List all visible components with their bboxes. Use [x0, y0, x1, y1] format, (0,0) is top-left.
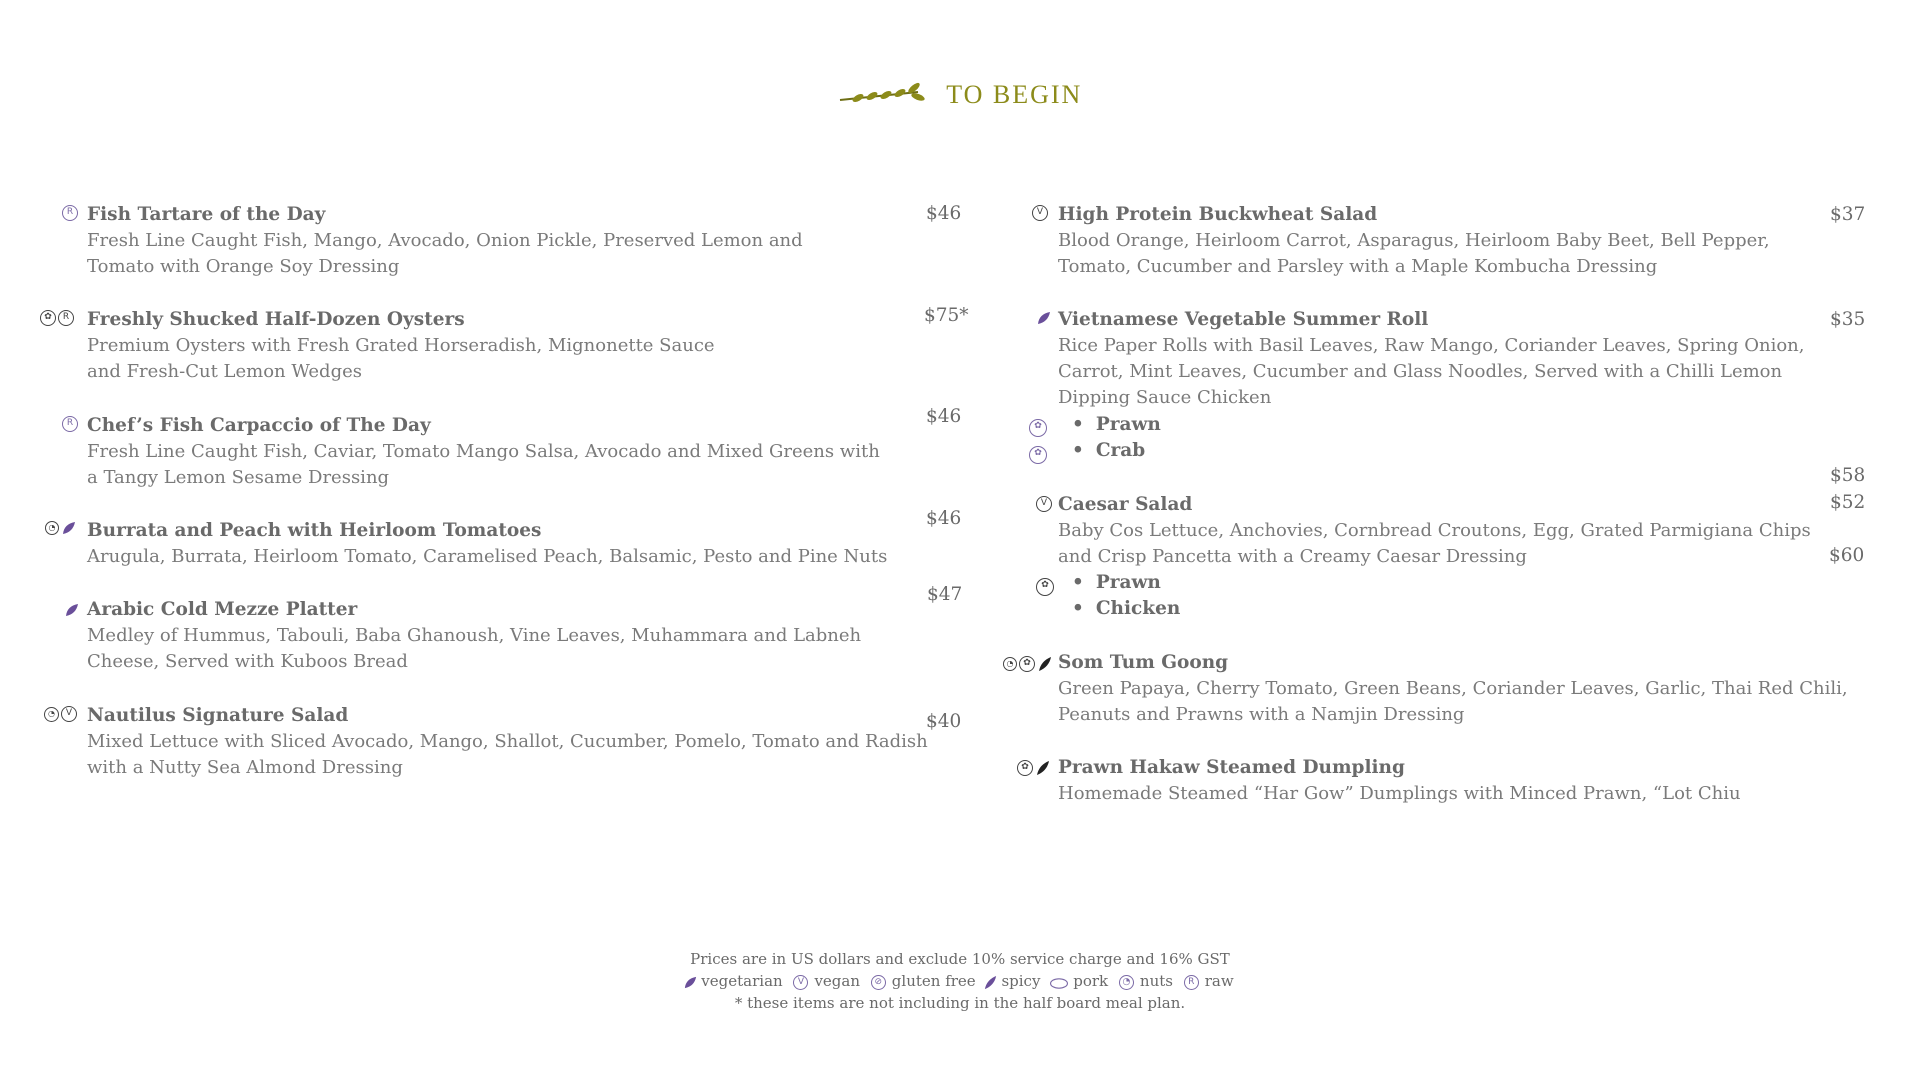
- option-item: • Chicken: [1072, 596, 1180, 622]
- gluten-free-icon: ✿: [1029, 446, 1047, 464]
- vegetarian-leaf-icon: [683, 975, 698, 990]
- legend-vegetarian: vegetarian: [701, 972, 783, 990]
- item-name: Freshly Shucked Half-Dozen Oysters: [87, 309, 465, 330]
- item-description: Rice Paper Rolls with Basil Leaves, Raw Mango, Coriander Leaves, Spring Onion,: [1058, 335, 1805, 356]
- item-description: a Tangy Lemon Sesame Dressing: [87, 467, 390, 488]
- vegan-icon: V: [61, 706, 77, 722]
- item-name: Chef’s Fish Carpaccio of The Day: [87, 415, 431, 436]
- gluten-free-icon: ⊘: [871, 975, 886, 990]
- spicy-chili-icon: [983, 975, 998, 990]
- item-description: with a Nutty Sea Almond Dressing: [87, 757, 403, 778]
- item-price: $52: [1830, 492, 1866, 513]
- item-icons: [62, 205, 78, 221]
- option-list: [1072, 570, 1180, 622]
- raw-icon: R: [58, 310, 74, 326]
- option-item: • Crab: [1072, 438, 1161, 464]
- item-name: Vietnamese Vegetable Summer Roll: [1058, 309, 1429, 330]
- item-description: Fresh Line Caught Fish, Mango, Avocado, Onion Pickle, Preserved Lemon and: [87, 230, 803, 251]
- item-icons: [62, 416, 78, 432]
- item-name: Prawn Hakaw Steamed Dumpling: [1058, 757, 1405, 778]
- menu-item: [87, 518, 887, 570]
- menu-item: [1058, 650, 1848, 728]
- gluten-free-icon: ✿: [1019, 656, 1035, 672]
- vegetarian-leaf-icon: [1036, 310, 1052, 326]
- menu-item: [1058, 307, 1804, 411]
- raw-icon: R: [62, 416, 78, 432]
- vegetarian-leaf-icon: [61, 520, 77, 536]
- item-description: Peanuts and Prawns with a Namjin Dressing: [1058, 704, 1465, 725]
- option-item: • Prawn: [1072, 412, 1161, 438]
- item-description: Blood Orange, Heirloom Carrot, Asparagus, Heirloom Baby Beet, Bell Pepper,: [1058, 230, 1770, 251]
- nuts-icon: ◔: [1119, 975, 1134, 990]
- item-icons: [1003, 656, 1053, 672]
- item-description: Homemade Steamed “Har Gow” Dumplings with Minced Prawn, “Lot Chiu: [1058, 783, 1741, 804]
- section-title: TO BEGIN: [946, 80, 1083, 110]
- item-description: Tomato with Orange Soy Dressing: [87, 256, 400, 277]
- spicy-chili-icon: [1037, 656, 1053, 672]
- item-icons: [64, 602, 80, 618]
- section-header: [0, 78, 1920, 110]
- menu-item: [87, 413, 880, 491]
- legend-gluten-free: gluten free: [891, 972, 976, 990]
- item-description: Premium Oysters with Fresh Grated Horseradish, Mignonette Sauce: [87, 335, 715, 356]
- item-price: $37: [1830, 204, 1866, 225]
- vegetarian-leaf-icon: [64, 602, 80, 618]
- menu-footer: [0, 948, 1920, 1014]
- gluten-free-icon: ✿: [1017, 760, 1033, 776]
- item-description: Medley of Hummus, Tabouli, Baba Ghanoush, Vine Leaves, Muhammara and Labneh: [87, 625, 862, 646]
- item-description: Green Papaya, Cherry Tomato, Green Beans, Coriander Leaves, Garlic, Thai Red Chili,: [1058, 678, 1848, 699]
- legend-raw: raw: [1204, 972, 1234, 990]
- nuts-icon: ◔: [1003, 657, 1017, 671]
- dietary-legend: [0, 970, 1920, 992]
- option-price: $58: [1830, 465, 1866, 486]
- item-price: $47: [927, 584, 963, 605]
- menu-item: [87, 202, 803, 280]
- olive-branch-icon: [838, 82, 928, 108]
- gluten-free-icon: ✿: [40, 310, 56, 326]
- item-name: Fish Tartare of the Day: [87, 204, 326, 225]
- item-description: Dipping Sauce Chicken: [1058, 387, 1272, 408]
- legend-pork: pork: [1073, 972, 1109, 990]
- raw-icon: R: [1184, 975, 1199, 990]
- raw-icon: R: [62, 205, 78, 221]
- gluten-free-icon: ✿: [1029, 419, 1047, 437]
- nuts-icon: ◔: [44, 707, 59, 722]
- item-icons: [45, 520, 77, 536]
- item-price: $46: [926, 508, 962, 529]
- menu-item: [87, 597, 861, 675]
- legend-nuts: nuts: [1139, 972, 1173, 990]
- menu-item: [1058, 755, 1741, 807]
- item-description: Fresh Line Caught Fish, Caviar, Tomato Mango Salsa, Avocado and Mixed Greens with: [87, 441, 880, 462]
- vegan-icon: V: [793, 975, 808, 990]
- item-icons: [44, 706, 77, 722]
- pork-icon: [1048, 975, 1070, 990]
- item-price: $60: [1829, 545, 1865, 566]
- item-description: Arugula, Burrata, Heirloom Tomato, Caramelised Peach, Balsamic, Pesto and Pine Nuts: [87, 546, 888, 567]
- half-board-note: * these items are not including in the half board meal plan.: [734, 994, 1186, 1012]
- item-icons: [1032, 205, 1048, 221]
- menu-item: [87, 703, 928, 781]
- option-icons: [1029, 419, 1047, 464]
- item-description: and Crisp Pancetta with a Creamy Caesar Dressing: [1058, 546, 1527, 567]
- item-name: Nautilus Signature Salad: [87, 705, 349, 726]
- spicy-chili-icon: [1035, 760, 1051, 776]
- menu-item: [1058, 202, 1770, 280]
- item-icons: [1017, 760, 1051, 776]
- item-icons: [40, 310, 74, 326]
- vegan-icon: V: [1032, 205, 1048, 221]
- item-price: $46: [926, 203, 962, 224]
- item-name: Burrata and Peach with Heirloom Tomatoes: [87, 520, 542, 541]
- legend-vegan: vegan: [814, 972, 861, 990]
- menu-item: [1058, 492, 1811, 570]
- item-description: Carrot, Mint Leaves, Cucumber and Glass Noodles, Served with a Chilli Lemon: [1058, 361, 1783, 382]
- item-description: Baby Cos Lettuce, Anchovies, Cornbread Croutons, Egg, Grated Parmigiana Chips: [1058, 520, 1811, 541]
- item-description: and Fresh-Cut Lemon Wedges: [87, 361, 362, 382]
- item-description: Mixed Lettuce with Sliced Avocado, Mango, Shallot, Cucumber, Pomelo, Tomato and Radish: [87, 731, 928, 752]
- price-note: Prices are in US dollars and exclude 10% service charge and 16% GST: [690, 950, 1230, 968]
- option-icons: [1036, 578, 1054, 596]
- vegan-icon: V: [1036, 496, 1052, 512]
- item-icons: [1036, 310, 1052, 326]
- item-price: $35: [1830, 309, 1866, 330]
- option-item: • Prawn: [1072, 570, 1180, 596]
- item-icons: [1036, 496, 1052, 512]
- item-price: $46: [926, 406, 962, 427]
- legend-spicy: spicy: [1001, 972, 1041, 990]
- item-name: Som Tum Goong: [1058, 652, 1229, 673]
- item-price: $40: [926, 711, 962, 732]
- gluten-free-icon: ✿: [1036, 578, 1054, 596]
- item-name: High Protein Buckwheat Salad: [1058, 204, 1378, 225]
- item-price: $75*: [924, 305, 969, 326]
- item-description: Cheese, Served with Kuboos Bread: [87, 651, 408, 672]
- item-name: Caesar Salad: [1058, 494, 1193, 515]
- nuts-icon: ◔: [45, 521, 59, 535]
- option-list: [1072, 412, 1161, 464]
- item-description: Tomato, Cucumber and Parsley with a Maple Kombucha Dressing: [1058, 256, 1658, 277]
- item-name: Arabic Cold Mezze Platter: [87, 599, 358, 620]
- menu-item: [87, 307, 715, 385]
